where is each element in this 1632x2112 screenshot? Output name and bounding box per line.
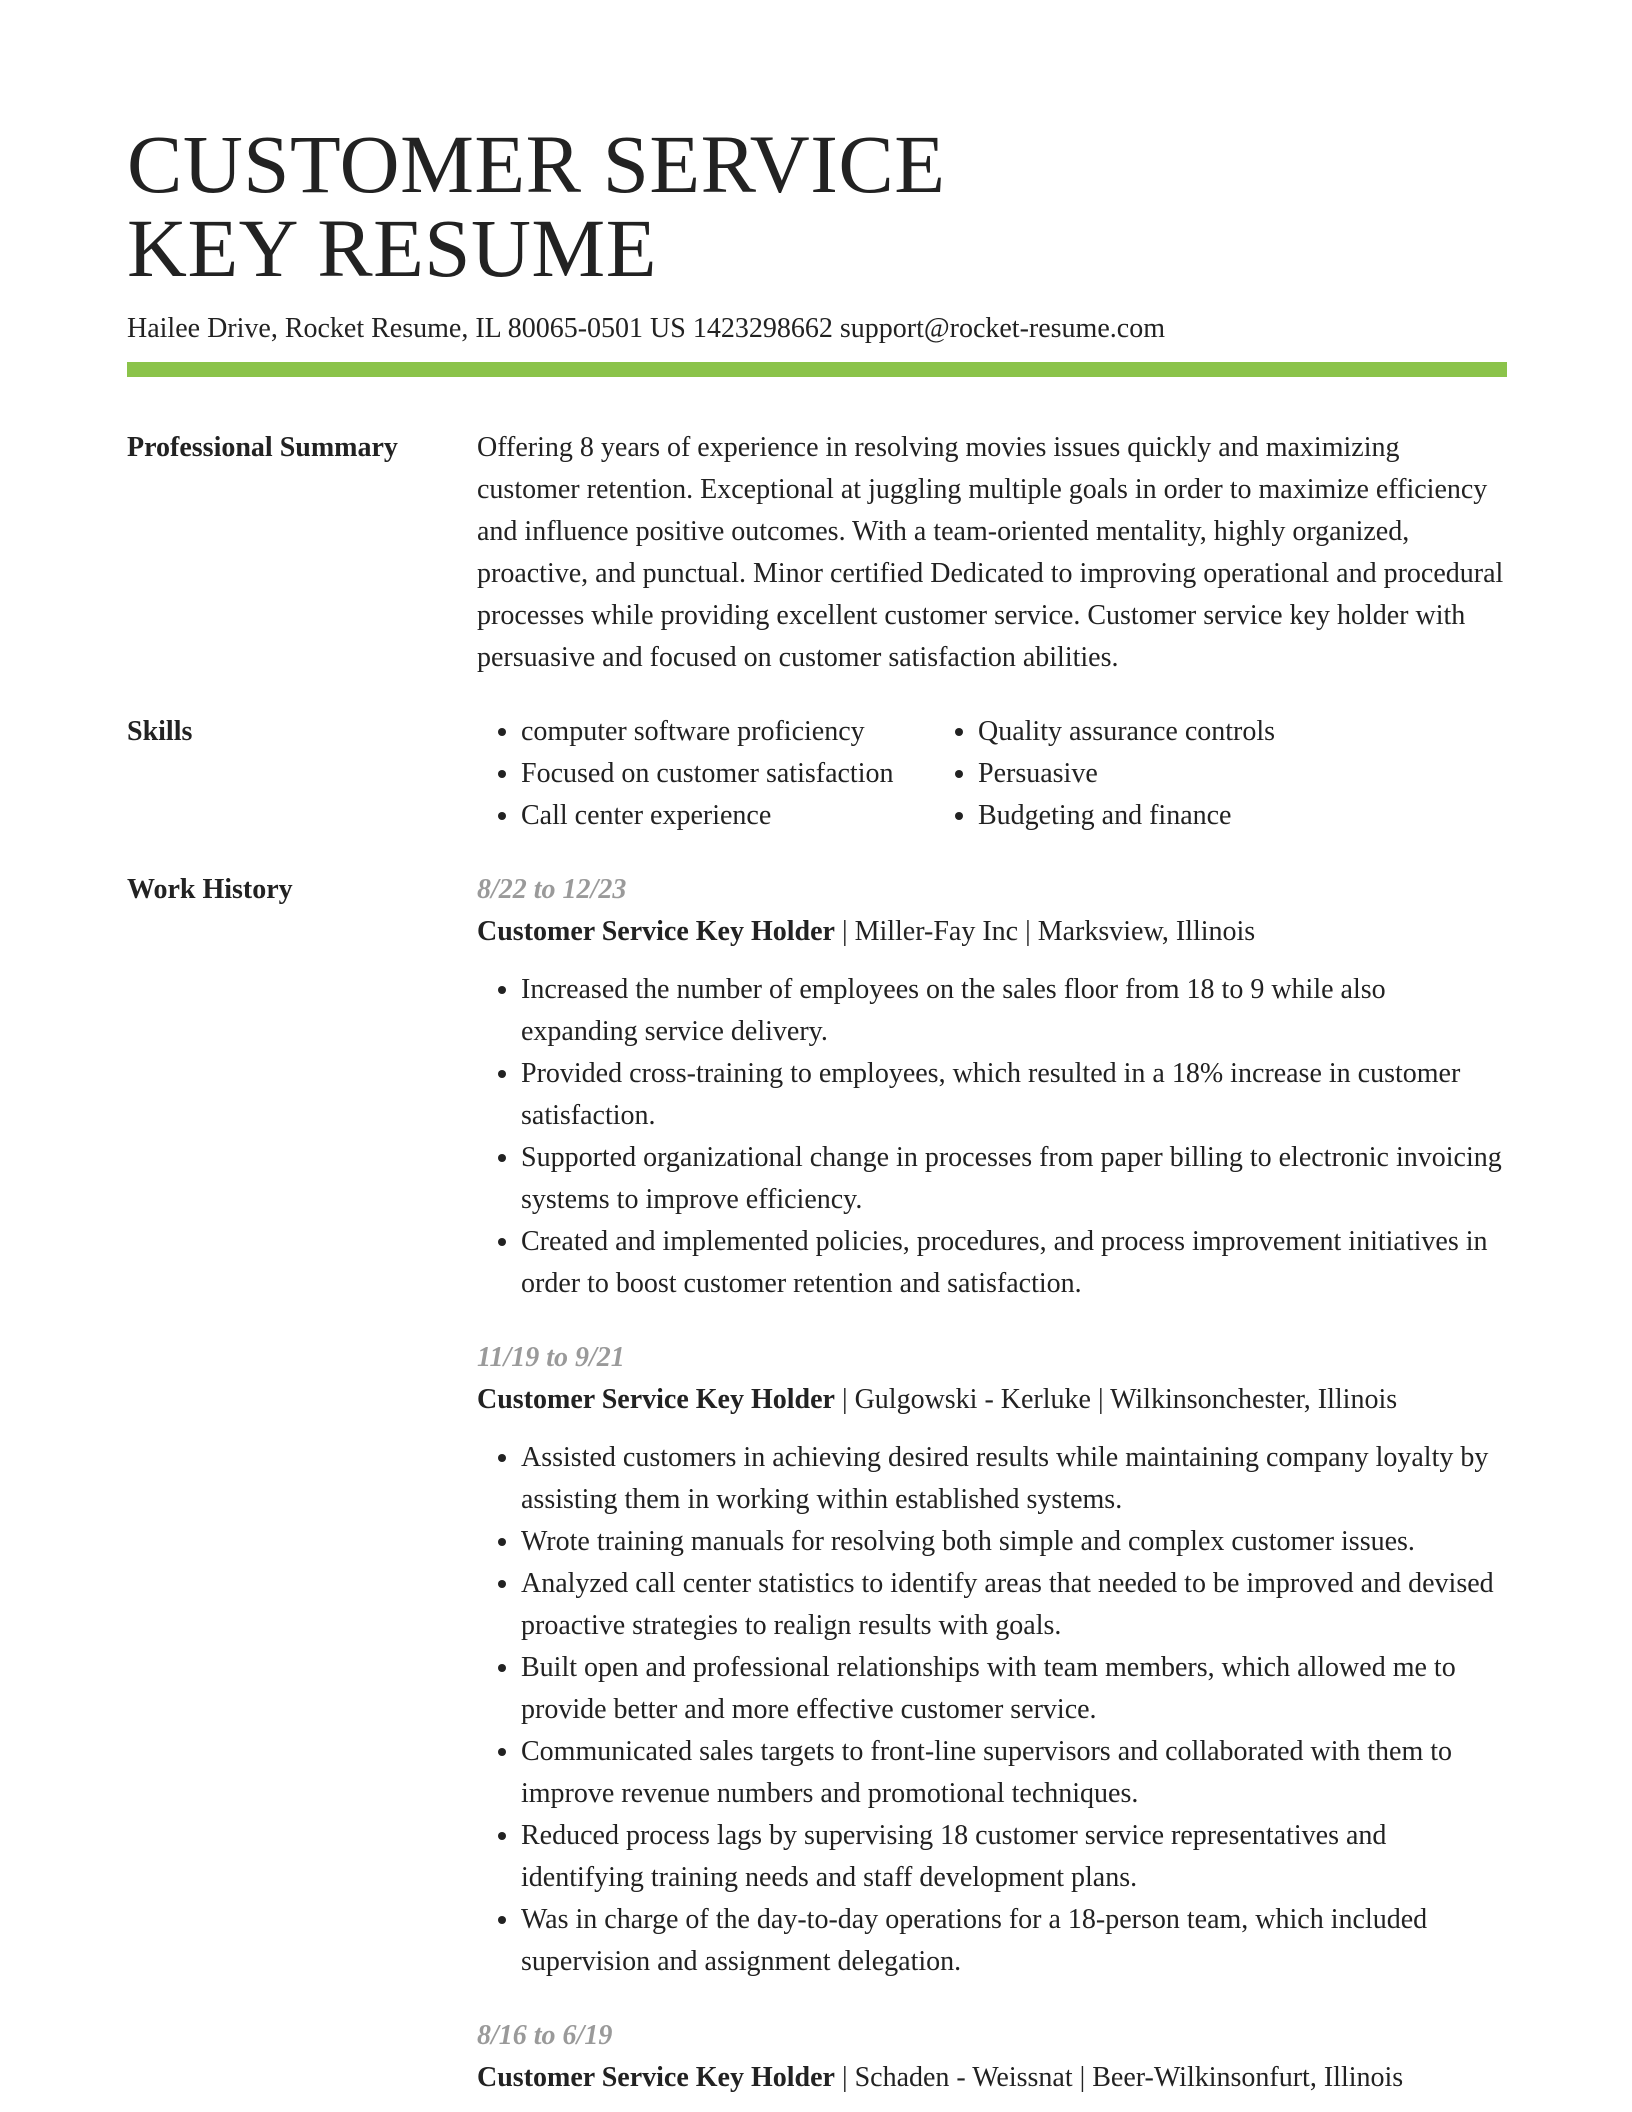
job-bullet: • Reduced process lags by supervising 18 customer service representatives and identifying training needs and staff development plans. [521,1815,1507,1899]
contact-line [127,312,1507,346]
job-bullet-list [477,1437,1507,1983]
job-heading [477,2057,1507,2099]
job-bullet: • Built open and professional relationships with team members, which allowed me to provide better and more effective customer service. [521,1647,1507,1731]
job-bullet: • Created and implemented policies, procedures, and process improvement initiatives in order to boost customer retention and satisfaction. [521,1221,1507,1305]
job-entry [477,2015,1507,2099]
skill-item: • computer software proficiency [521,711,934,753]
job-company: Schaden - Weissnat [854,2062,1073,2093]
job-dates: 11/19 to 9/21 [477,1342,625,1373]
job-location: Beer-Wilkinsonfurt, Illinois [1092,2062,1404,2093]
work-history-body [477,869,1507,2099]
job-bullet: • Wrote training manuals for resolving both simple and complex customer issues. [521,1521,1507,1563]
job-bullet: • Was in charge of the day-to-day operations for a 18-person team, which included supervision and assignment delegation. [521,1899,1507,1983]
job-title: Customer Service Key Holder [477,1384,835,1415]
contact-phone: 1423298662 [692,313,833,344]
resume-title-line-2: KEY RESUME [127,202,657,294]
skill-item: • Budgeting and finance [978,795,1275,837]
job-heading [477,911,1507,953]
resume-title [127,118,1507,294]
skills-heading: Skills [127,716,193,747]
summary-body [477,427,1507,679]
summary-text: Offering 8 years of experience in resolving movies issues quickly and maximizing customer retention. Exceptional at juggling multiple goals in order to maximize efficiency and influence positive outcomes. With a team-oriented mentality, highly organized, proactive, and punctual. Minor certified Dedicated to improving operational and procedural processes while providing excellent customer service. Customer service key holder with persuasive and focused on customer satisfaction abilities. [477,432,1504,673]
job-bullet: • Provided cross-training to employees, which resulted in a 18% increase in customer satisfaction. [521,1053,1507,1137]
job-company: Miller-Fay Inc [854,916,1019,947]
summary-heading: Professional Summary [127,432,398,463]
job-dates: 8/22 to 12/23 [477,874,627,905]
job-separator: | [834,2062,855,2093]
skill-item: • Call center experience [521,795,934,837]
job-location: Marksview, Illinois [1037,916,1256,947]
job-separator: | [1090,1384,1111,1415]
skills-body [477,711,1507,837]
job-title: Customer Service Key Holder [477,916,835,947]
job-separator: | [834,1384,855,1415]
contact-email: support@rocket-resume.com [839,313,1165,344]
job-location: Wilkinsonchester, Illinois [1110,1384,1398,1415]
job-entry [477,1337,1507,1983]
resume-title-line-1: CUSTOMER SERVICE [127,118,946,210]
job-separator: | [834,916,855,947]
summary-section [127,427,1507,679]
job-separator: | [1018,916,1038,947]
skills-column-1 [477,711,934,837]
job-separator: | [1072,2062,1093,2093]
job-bullet: • Analyzed call center statistics to identify areas that needed to be improved and devised proactive strategies to realign results with goals. [521,1563,1507,1647]
header-divider [127,362,1507,377]
contact-address: Hailee Drive, Rocket Resume, IL 80065-0501 US [127,313,686,344]
job-bullet: • Increased the number of employees on the sales floor from 18 to 9 while also expanding service delivery. [521,969,1507,1053]
job-title: Customer Service Key Holder [477,2062,835,2093]
job-dates: 8/16 to 6/19 [477,2020,613,2051]
skills-section [127,711,1507,837]
skill-item: • Focused on customer satisfaction [521,753,934,795]
job-entry [477,869,1507,1305]
job-bullet: • Communicated sales targets to front-line supervisors and collaborated with them to improve revenue numbers and promotional techniques. [521,1731,1507,1815]
skill-item: • Persuasive [978,753,1275,795]
job-company: Gulgowski - Kerluke [854,1384,1091,1415]
job-bullet: • Assisted customers in achieving desired results while maintaining company loyalty by assisting them in working within established systems. [521,1437,1507,1521]
job-bullet-list [477,969,1507,1305]
skill-item: • Quality assurance controls [978,711,1275,753]
job-heading [477,1379,1507,1421]
resume-header [127,118,1507,377]
work-history-heading: Work History [127,874,293,905]
skills-column-2 [934,711,1275,837]
work-history-section [127,869,1507,2099]
job-bullet: • Supported organizational change in processes from paper billing to electronic invoicing systems to improve efficiency. [521,1137,1507,1221]
